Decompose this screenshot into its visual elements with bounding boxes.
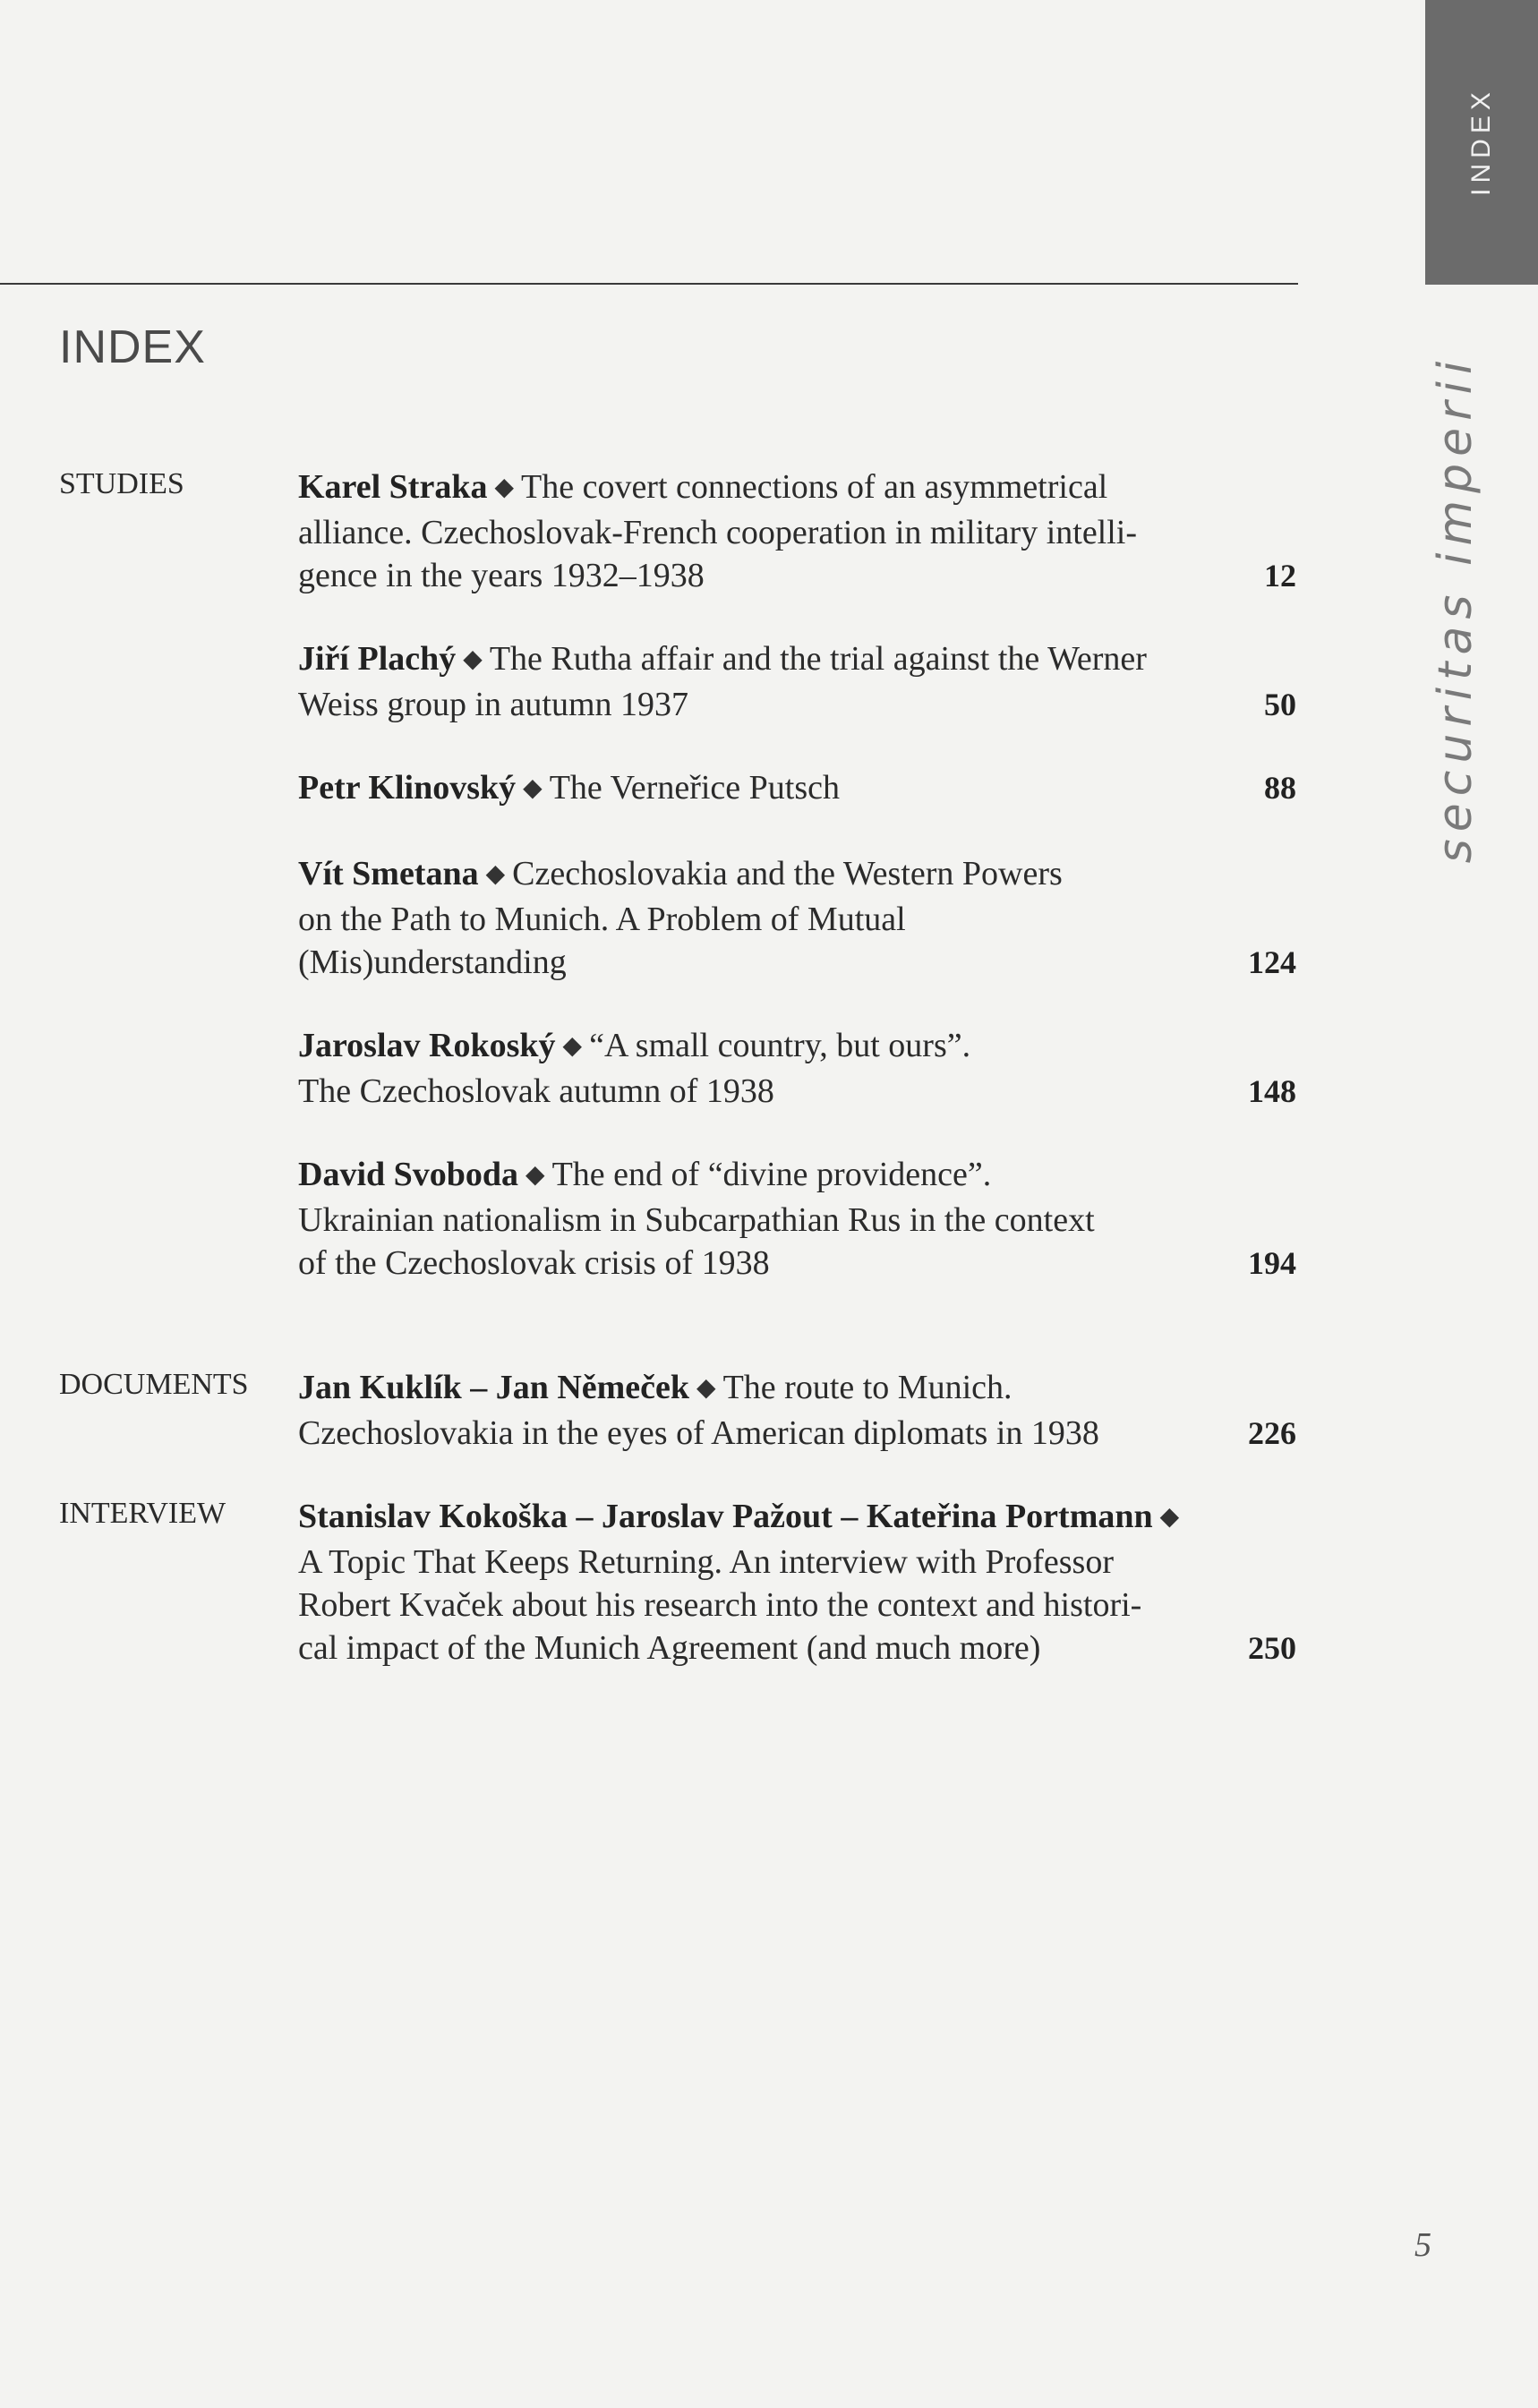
entry-title-line-last [298,1627,1296,1669]
entry-line [298,1153,1296,1199]
page-title: INDEX [59,321,206,373]
side-tab-label: INDEX [1466,87,1496,196]
section-label-interview: INTERVIEW [59,1497,226,1530]
series-title: securitas imperii [1429,354,1482,864]
index-entry [298,766,1296,812]
index-entry [298,637,1296,726]
entry-title-line: A Topic That Keeps Returning. An interview with Professor [298,1543,1114,1581]
entry-title-text: The Czechoslovak autumn of 1938 [298,1072,774,1110]
entry-line [298,1495,1296,1541]
index-entry [298,1366,1296,1455]
index-entry [298,1495,1296,1669]
entry-title-text: (Mis)understanding [298,944,567,981]
entry-title-line-last [298,1070,1296,1113]
entry-title-text: of the Czechoslovak crisis of 1938 [298,1244,770,1282]
entry-author: Petr Klinovský [298,769,517,807]
diamond-separator-icon: ◆ [562,1030,583,1060]
entry-author: Stanislav Kokoška – Jaroslav Pažout – Kateřina Portmann [298,1498,1153,1535]
diamond-separator-icon: ◆ [696,1372,716,1402]
entry-title-line: Czechoslovakia and the Western Powers [512,855,1063,892]
entry-title-line: The covert connections of an asymmetrical [521,468,1108,506]
entry-author: Karel Straka [298,468,488,506]
diamond-separator-icon: ◆ [494,472,514,501]
entry-page-number: 148 [1248,1073,1296,1109]
entry-page-number: 226 [1248,1415,1296,1451]
diamond-separator-icon: ◆ [463,644,483,673]
entry-title-line: The Rutha affair and the trial against the Werner [489,640,1147,678]
entry-author: Vít Smetana [298,855,479,892]
diamond-separator-icon: ◆ [523,773,543,802]
entry-page-number: 124 [1248,944,1296,980]
index-entry [298,852,1296,984]
entry-line [298,1024,1296,1070]
entry-author: Jan Kuklík – Jan Němeček [298,1369,690,1406]
entry-title-line-last [298,941,1296,984]
entry-title-text: Weiss group in autumn 1937 [298,686,689,723]
entry-line [298,637,1296,683]
entry-line [298,1366,1296,1412]
index-entry [298,1024,1296,1113]
entry-title-text: gence in the years 1932–1938 [298,557,705,594]
entry-title-line: alliance. Czechoslovak-French cooperation in military intelli- [298,514,1138,551]
index-entry [298,1153,1296,1285]
diamond-separator-icon: ◆ [1159,1501,1180,1531]
section-label-documents: DOCUMENTS [59,1368,249,1401]
entry-title-line-last [298,554,1296,597]
entry-title-line-last [298,1412,1296,1455]
entry-title-text: Czechoslovakia in the eyes of American diplomats in 1938 [298,1414,1099,1452]
entry-title-line: Ukrainian nationalism in Subcarpathian Rus in the context [298,1201,1095,1239]
entry-author: David Svoboda [298,1156,519,1193]
entry-page-number: 12 [1264,558,1296,593]
entry-title-line: on the Path to Munich. A Problem of Mutual [298,901,906,938]
entry-line [298,766,1296,812]
entry-title-text: cal impact of the Munich Agreement (and much more) [298,1629,1041,1667]
folio-page-number: 5 [1414,2226,1431,2264]
entry-line [298,465,1296,511]
entry-title-line: Robert Kvaček about his research into the context and histori- [298,1586,1142,1624]
entry-page-number: 50 [1264,687,1296,722]
entry-author: Jiří Plachý [298,640,457,678]
entry-title-line-last [298,683,1296,726]
diamond-separator-icon: ◆ [485,858,506,888]
entry-title-line: The end of “divine providence”. [551,1156,992,1193]
section-label-studies: STUDIES [59,467,184,500]
index-entry [298,465,1296,597]
entry-author: Jaroslav Rokoský [298,1027,556,1064]
diamond-separator-icon: ◆ [525,1159,545,1189]
entry-title-line: “A small country, but ours”. [589,1027,971,1064]
entry-title-line: The Verneřice Putsch [549,769,840,807]
entry-page-number: 194 [1248,1245,1296,1281]
entry-title-line-last [298,1242,1296,1285]
header-rule [0,283,1298,285]
entry-line [298,852,1296,898]
entry-page-number: 88 [1264,770,1296,806]
entry-title-line: The route to Munich. [722,1369,1013,1406]
entry-page-number: 250 [1248,1630,1296,1666]
